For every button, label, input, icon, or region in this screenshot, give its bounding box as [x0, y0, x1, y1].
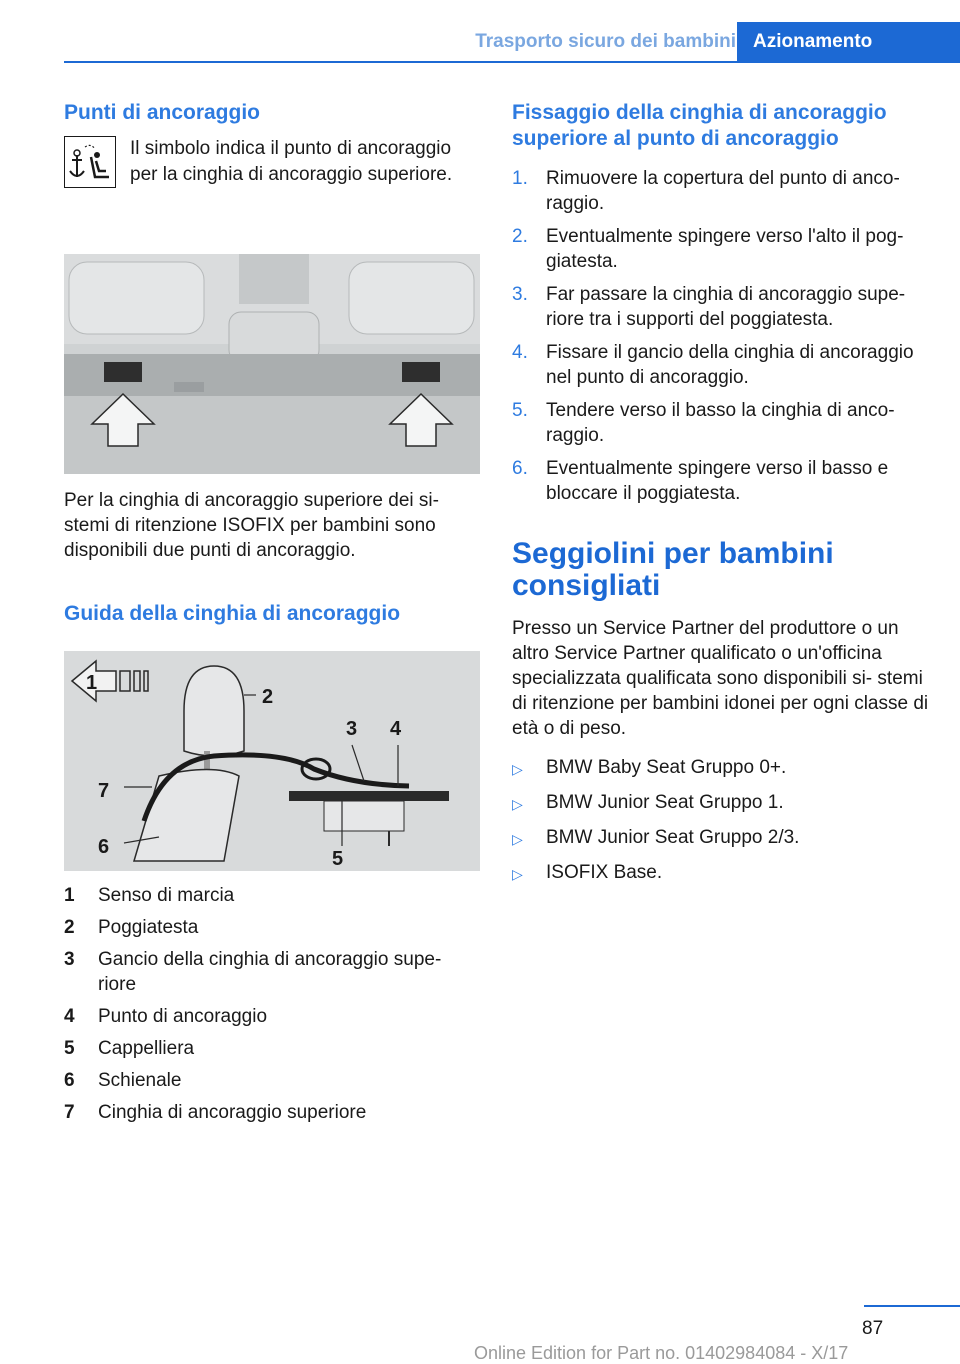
steps-list: [512, 166, 932, 506]
step-item: [512, 340, 932, 390]
diagram-label-3: 3: [346, 718, 358, 740]
legend-text: Gancio della cinghia di ancoraggio supe‐ riore: [98, 949, 442, 995]
legend-item: [64, 947, 480, 997]
legend-number: 5: [64, 1038, 75, 1059]
step-item: [512, 456, 932, 506]
step-text: Fissare il gancio della cinghia di ancoraggio nel punto di ancoraggio.: [546, 342, 914, 388]
triangle-bullet-icon: ▷: [512, 831, 523, 847]
diagram-label-6: 6: [98, 836, 110, 858]
list-item: [512, 790, 932, 817]
step-number: 3.: [512, 284, 528, 305]
step-text: Tendere verso il basso la cinghia di anco‐ raggio.: [546, 400, 895, 446]
isofix-paragraph: Per la cinghia di ancoraggio superiore dei si‐ stemi di ritenzione ISOFIX per bambini sono disponibili due punti di ancoraggio.: [64, 490, 439, 561]
rear-shelf-photo: [64, 254, 480, 474]
step-item: [512, 224, 932, 274]
step-number: 4.: [512, 342, 528, 363]
diagram-label-1: 1: [86, 672, 98, 694]
child-seat-anchor-icon: [64, 136, 116, 188]
legend-number: 1: [64, 885, 75, 906]
step-item: [512, 398, 932, 448]
step-number: 2.: [512, 226, 528, 247]
left-column: [64, 100, 480, 1132]
strap-routing-diagram: [64, 651, 480, 871]
step-item: [512, 166, 932, 216]
anchor-heading: Punti di ancoraggio: [64, 101, 261, 124]
legend-text: Poggiatesta: [98, 917, 199, 938]
step-number: 5.: [512, 400, 528, 421]
triangle-bullet-icon: ▷: [512, 866, 523, 882]
diagram-legend: [64, 883, 480, 1125]
triangle-bullet-icon: ▷: [512, 761, 523, 777]
list-item-text: ISOFIX Base.: [546, 862, 663, 883]
diagram-label-7: 7: [98, 780, 110, 802]
step-number: 6.: [512, 458, 528, 479]
legend-item: [64, 883, 480, 908]
legend-number: 3: [64, 949, 75, 970]
anchor-symbol-block: [64, 136, 480, 196]
list-item-text: BMW Junior Seat Gruppo 2/3.: [546, 827, 800, 848]
legend-text: Senso di marcia: [98, 885, 235, 906]
step-number: 1.: [512, 168, 528, 189]
legend-item: [64, 1068, 480, 1093]
legend-number: 2: [64, 917, 75, 938]
anchor-description: Il simbolo indica il punto di ancoraggio per la cinghia di ancoraggio superiore.: [130, 138, 453, 185]
step-text: Eventualmente spingere verso l'alto il pog‐ giatesta.: [546, 226, 904, 272]
right-column: [512, 100, 932, 895]
list-item-text: BMW Junior Seat Gruppo 1.: [546, 792, 784, 813]
step-item: [512, 282, 932, 332]
step-text: Rimuovere la copertura del punto di anco‐ raggio.: [546, 168, 900, 214]
legend-item: [64, 1036, 480, 1061]
step-text: Eventualmente spingere verso il basso e bloccare il poggiatesta.: [546, 458, 889, 504]
footer-edition: Online Edition for Part no. 01402984084 - X/17: [474, 1343, 849, 1363]
legend-text: Punto di ancoraggio: [98, 1006, 268, 1027]
list-item: [512, 825, 932, 852]
legend-item: [64, 915, 480, 940]
legend-number: 6: [64, 1070, 75, 1091]
recommended-seats-list: [512, 755, 932, 887]
legend-text: Schienale: [98, 1070, 182, 1091]
list-item: [512, 860, 932, 887]
legend-number: 7: [64, 1102, 75, 1123]
diagram-label-2: 2: [262, 686, 274, 708]
guida-heading: Guida della cinghia di ancoraggio: [64, 602, 401, 625]
fissaggio-heading: Fissaggio della cinghia di ancoraggio superiore al punto di ancoraggio: [512, 101, 887, 150]
legend-item: [64, 1004, 480, 1029]
header-rule: [64, 61, 960, 63]
diagram-label-4: 4: [390, 718, 402, 740]
header-section-title: Trasporto sicuro dei bambini: [475, 31, 736, 52]
list-item-text: BMW Baby Seat Gruppo 0+.: [546, 757, 787, 778]
diagram-label-5: 5: [332, 848, 344, 870]
legend-text: Cinghia di ancoraggio superiore: [98, 1102, 367, 1123]
legend-number: 4: [64, 1006, 75, 1027]
triangle-bullet-icon: ▷: [512, 796, 523, 812]
step-text: Far passare la cinghia di ancoraggio supe‐ riore tra i supporti del poggiatesta.: [546, 284, 906, 330]
legend-text: Cappelliera: [98, 1038, 195, 1059]
seggiolini-heading: Seggiolini per bambini consigliati: [512, 537, 834, 602]
seggiolini-paragraph: Presso un Service Partner del produttore o un altro Service Partner qualificato o un'officina specializzata qualificata sono disponibili si‐ stemi di ritenzione per bambini idonei per ogni classe di età o di peso.: [512, 618, 929, 739]
list-item: [512, 755, 932, 782]
page-number: 87: [862, 1318, 884, 1339]
header-chapter-tab: Azionamento: [737, 22, 960, 62]
footer-rule: [864, 1305, 960, 1307]
legend-item: [64, 1100, 480, 1125]
